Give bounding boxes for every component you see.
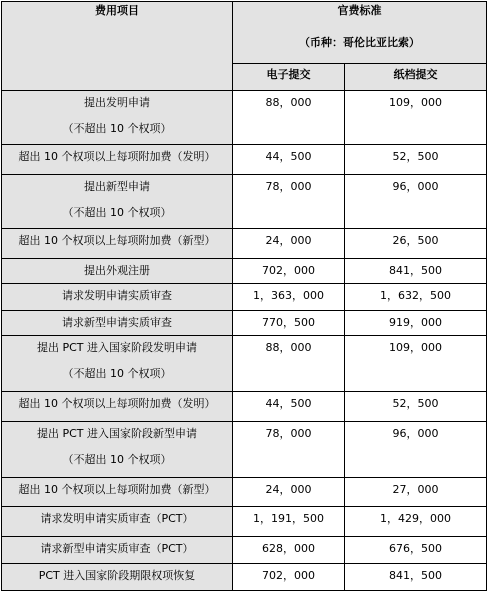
fee-item-label: 提出外观注册 [84,264,150,277]
fee-item-cell [2,175,233,229]
table-row [2,392,487,422]
fee-table [1,1,487,591]
fee-table-body [2,2,487,591]
paper-fee-value: 52，500 [392,150,439,163]
electronic-fee-value: 1，363，000 [253,289,324,302]
electronic-fee-cell [233,311,345,336]
paper-fee-value: 1，429，000 [380,512,451,525]
fee-item-cell [2,564,233,591]
table-row [2,145,487,175]
paper-fee-value: 52，500 [392,397,439,410]
paper-fee-cell [345,336,487,392]
electronic-fee-value: 88，000 [265,341,312,354]
electronic-fee-value: 44，500 [265,397,312,410]
header-paper-label: 纸档提交 [393,67,438,81]
fee-item-label: 超出 10 个权项以上每项附加费（发明） [18,397,216,410]
paper-fee-value: 27，000 [392,483,439,496]
paper-fee-cell [345,507,487,537]
electronic-fee-value: 78，000 [265,427,312,440]
electronic-fee-value: 44，500 [265,150,312,163]
fee-item-cell [2,537,233,564]
table-row [2,229,487,259]
electronic-fee-cell [233,145,345,175]
paper-fee-cell [345,284,487,311]
header-official-cell [233,2,487,64]
fee-item-label: （不超出 10 个权项） [62,122,172,135]
header-electronic-cell [233,63,345,90]
fee-item-label: PCT 进入国家阶段期限权项恢复 [38,569,196,582]
electronic-fee-cell [233,259,345,284]
table-row [2,259,487,284]
paper-fee-value: 1，632，500 [380,289,451,302]
fee-item-label: 请求发明申请实质审查（PCT） [40,512,194,525]
electronic-fee-cell [233,284,345,311]
paper-fee-cell [345,311,487,336]
paper-fee-cell [345,229,487,259]
electronic-fee-cell [233,507,345,537]
table-row [2,564,487,591]
electronic-fee-value: 702，000 [262,569,315,582]
electronic-fee-value: 24，000 [265,483,312,496]
paper-fee-value: 841，500 [389,264,442,277]
paper-fee-cell [345,91,487,145]
paper-fee-cell [345,392,487,422]
table-row [2,311,487,336]
fee-item-label: （不超出 10 个权项） [62,206,172,219]
table-row [2,422,487,478]
electronic-fee-cell [233,175,345,229]
electronic-fee-cell [233,422,345,478]
table-row [2,537,487,564]
paper-fee-cell [345,564,487,591]
paper-fee-cell [345,537,487,564]
header-item-label: 费用项目 [95,4,139,17]
electronic-fee-cell [233,564,345,591]
header-item-cell [2,2,233,91]
fee-item-cell [2,311,233,336]
fee-item-label: 请求发明申请实质审查 [62,289,172,302]
electronic-fee-cell [233,229,345,259]
header-electronic-label: 电子提交 [266,67,311,81]
fee-item-cell [2,229,233,259]
electronic-fee-value: 628，000 [262,542,315,555]
fee-item-label: 请求新型申请实质审查 [62,316,172,329]
electronic-fee-value: 24，000 [265,234,312,247]
table-row [2,91,487,145]
paper-fee-cell [345,478,487,507]
fee-item-cell [2,145,233,175]
paper-fee-value: 96，000 [392,180,439,193]
fee-item-label: 请求新型申请实质审查（PCT） [40,542,194,555]
header-row [2,2,487,64]
paper-fee-value: 109，000 [389,341,442,354]
fee-item-cell [2,284,233,311]
paper-fee-value: 919，000 [389,316,442,329]
table-row [2,175,487,229]
table-row [2,507,487,537]
paper-fee-cell [345,145,487,175]
fee-item-cell [2,422,233,478]
paper-fee-value: 26，500 [392,234,439,247]
paper-fee-value: 676，500 [389,542,442,555]
electronic-fee-cell [233,336,345,392]
electronic-fee-cell [233,392,345,422]
fee-item-label: 提出新型申请 [84,180,150,193]
paper-fee-cell [345,175,487,229]
fee-item-label: 提出 PCT 进入国家阶段新型申请 [36,427,198,440]
header-paper-cell [345,63,487,90]
table-row [2,336,487,392]
table-row [2,284,487,311]
electronic-fee-cell [233,537,345,564]
paper-fee-cell [345,422,487,478]
electronic-fee-value: 702，000 [262,264,315,277]
fee-item-label: 超出 10 个权项以上每项附加费（新型） [18,234,216,247]
header-currency-note: （币种：哥伦比亚比索） [299,36,420,49]
fee-item-cell [2,336,233,392]
fee-item-cell [2,507,233,537]
electronic-fee-cell [233,478,345,507]
fee-item-label: 超出 10 个权项以上每项附加费（发明） [18,150,216,163]
electronic-fee-cell [233,91,345,145]
paper-fee-cell [345,259,487,284]
fee-item-cell [2,259,233,284]
header-official-label: 官费标准 [337,4,382,17]
electronic-fee-value: 1，191，500 [253,512,324,525]
paper-fee-value: 841，500 [389,569,442,582]
fee-item-label: 超出 10 个权项以上每项附加费（新型） [18,483,216,496]
fee-item-cell [2,392,233,422]
electronic-fee-value: 770，500 [262,316,315,329]
table-row [2,478,487,507]
electronic-fee-value: 78，000 [265,180,312,193]
paper-fee-value: 109，000 [389,96,442,109]
fee-item-label: 提出发明申请 [84,96,150,109]
fee-item-label: 提出 PCT 进入国家阶段发明申请 [36,341,198,354]
fee-item-cell [2,478,233,507]
paper-fee-value: 96，000 [392,427,439,440]
electronic-fee-value: 88，000 [265,96,312,109]
fee-item-label: （不超出 10 个权项） [62,453,172,466]
fee-item-label: （不超出 10 个权项） [62,367,172,380]
fee-item-cell [2,91,233,145]
